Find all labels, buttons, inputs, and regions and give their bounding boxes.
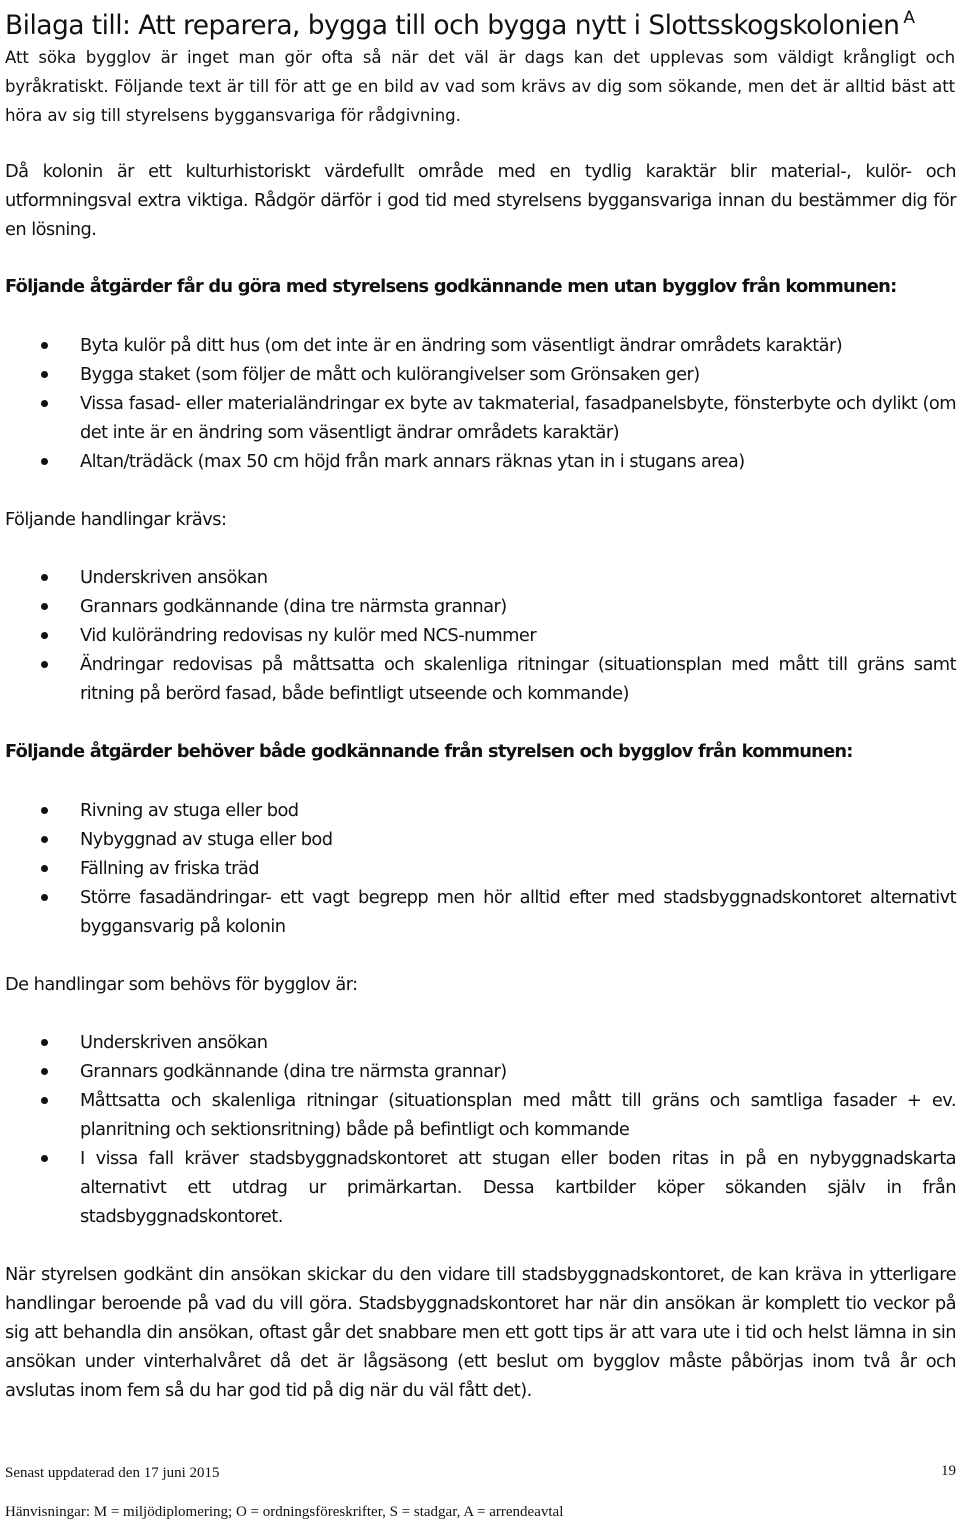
list-item xyxy=(0,854,956,883)
bullet-icon xyxy=(41,371,48,378)
section4-list xyxy=(0,1028,956,1231)
list-item xyxy=(0,825,956,854)
section2-list xyxy=(0,563,956,708)
culture-paragraph: Då kolonin är ett kulturhistoriskt värdefullt område med en tydlig karaktär blir material-, kulör- och utformningsval extra viktiga. Rådgör därför i god tid med styrelsens byggansvariga innan du bestämmer dig för en lösning. xyxy=(5,161,956,240)
bullet-icon xyxy=(41,342,48,349)
list-item xyxy=(0,650,956,708)
list-item-text: Fällning av friska träd xyxy=(80,858,259,879)
list-item-text: Nybyggnad av stuga eller bod xyxy=(80,829,333,850)
page-title-text: Bilaga till: Att reparera, bygga till och bygga nytt i Slottsskogskolonien xyxy=(5,10,900,41)
bullet-icon xyxy=(41,865,48,872)
bullet-icon xyxy=(41,661,48,668)
list-item xyxy=(0,1057,956,1086)
list-item-text: I vissa fall kräver stadsbyggnadskontoret att stugan eller boden ritas in på en nybyggnadskarta alternativt ett utdrag ur primärkartan. Dessa kartbilder köper sökanden själv in från stadsbyggnadskontoret. xyxy=(80,1148,956,1227)
list-item-text: Rivning av stuga eller bod xyxy=(80,800,299,821)
list-item-text: Grannars godkännande (dina tre närmsta grannar) xyxy=(80,1061,507,1082)
list-item-text: Ändringar redovisas på måttsatta och skalenliga ritningar (situationsplan med mått till gräns samt ritning på berörd fasad, både befintligt utseende och kommande) xyxy=(80,654,956,704)
list-item-text: Måttsatta och skalenliga ritningar (situationsplan med mått till gräns och samtliga fasader + ev. planritning och sektionsritning) både på befintligt och kommande xyxy=(80,1090,956,1140)
list-item-text: Större fasadändringar- ett vagt begrepp men hör alltid efter med stadsbyggnadskontoret alternativt byggansvarig på kolonin xyxy=(80,887,956,937)
intro-paragraph: Att söka bygglov är inget man gör ofta så när det väl är dags kan det upplevas som väldigt krångligt och byråkratiskt. Följande text är till för att ge en bild av vad som krävs av dig som sökande, men det är alltid bäst att höra av sig till styrelsens byggansvariga för rådgivning. xyxy=(5,48,955,125)
list-item-text: Altan/trädäck (max 50 cm höjd från mark annars räknas ytan in i stugans area) xyxy=(80,451,745,472)
list-item-text: Bygga staket (som följer de mått och kulörangivelser som Grönsaken ger) xyxy=(80,364,700,385)
section3-list xyxy=(0,796,956,941)
section4-heading: De handlingar som behövs för bygglov är: xyxy=(5,974,358,995)
list-item xyxy=(0,1144,956,1231)
list-item xyxy=(0,563,956,592)
page-number: 19 xyxy=(941,1463,956,1479)
list-item xyxy=(0,447,956,476)
list-item xyxy=(0,1028,956,1057)
page-title xyxy=(5,1,955,43)
section1-list xyxy=(0,331,956,476)
bullet-icon xyxy=(41,603,48,610)
section1-heading: Följande åtgärder får du göra med styrelsens godkännande men utan bygglov från kommunen: xyxy=(5,276,897,297)
list-item-text: Underskriven ansökan xyxy=(80,1032,268,1053)
list-item xyxy=(0,389,956,447)
list-item-text: Underskriven ansökan xyxy=(80,567,268,588)
bullet-icon xyxy=(41,836,48,843)
title-superscript: A xyxy=(903,8,915,28)
list-item xyxy=(0,621,956,650)
bullet-icon xyxy=(41,400,48,407)
bullet-icon xyxy=(41,1155,48,1162)
list-item xyxy=(0,883,956,941)
bullet-icon xyxy=(41,458,48,465)
bullet-icon xyxy=(41,894,48,901)
footer-updated: Senast uppdaterad den 17 juni 2015 xyxy=(5,1465,220,1481)
section2-heading: Följande handlingar krävs: xyxy=(5,509,227,530)
list-item xyxy=(0,1086,956,1144)
list-item xyxy=(0,796,956,825)
list-item-text: Byta kulör på ditt hus (om det inte är en ändring som väsentligt ändrar områdets karaktär) xyxy=(80,335,843,356)
list-item xyxy=(0,592,956,621)
list-item-text: Grannars godkännande (dina tre närmsta grannar) xyxy=(80,596,507,617)
section3-heading: Följande åtgärder behöver både godkännande från styrelsen och bygglov från kommunen: xyxy=(5,741,853,762)
list-item-text: Vissa fasad- eller materialändringar ex byte av takmaterial, fasadpanelsbyte, fönsterbyte och dylikt (om det inte är en ändring som väsentligt ändrar områdets karaktär) xyxy=(80,393,956,443)
list-item xyxy=(0,360,956,389)
closing-paragraph: När styrelsen godkänt din ansökan skickar du den vidare till stadsbyggnadskontoret, de kan kräva in ytterligare handlingar beroende på vad du vill göra. Stadsbyggnadskontoret har när din ansökan är komplett tio veckor på sig att behandla din ansökan, oftast går det snabbare men ett gott tips är att vara ute i tid och helst lämna in sin ansökan under vinterhalvåret då det är lågsäsong (ett beslut om bygglov måste påbörjas inom två år och avslutas inom fem så du har god tid på dig när du väl fått det). xyxy=(5,1264,956,1401)
bullet-icon xyxy=(41,574,48,581)
bullet-icon xyxy=(41,1097,48,1104)
bullet-icon xyxy=(41,1068,48,1075)
bullet-icon xyxy=(41,1039,48,1046)
bullet-icon xyxy=(41,632,48,639)
list-item xyxy=(0,331,956,360)
footer-references: Hänvisningar: M = miljödiplomering; O = ordningsföreskrifter, S = stadgar, A = arrendeavtal xyxy=(5,1504,564,1520)
list-item-text: Vid kulörändring redovisas ny kulör med NCS-nummer xyxy=(80,625,537,646)
bullet-icon xyxy=(41,807,48,814)
